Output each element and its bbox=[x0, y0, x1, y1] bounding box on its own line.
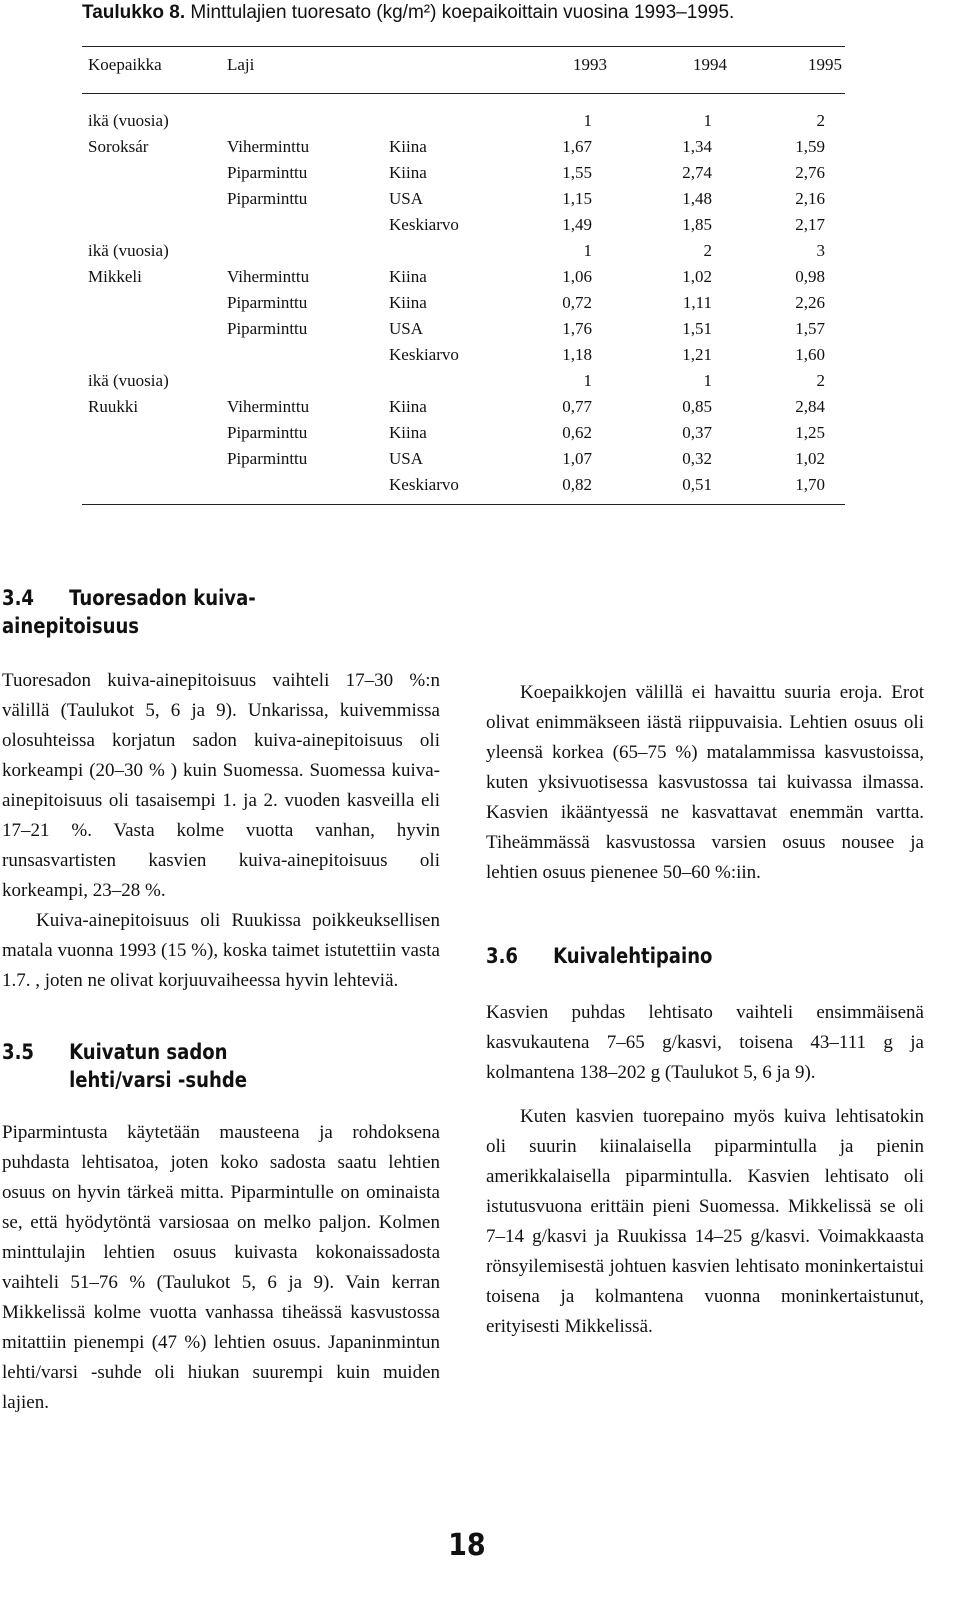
paragraph: Kuten kasvien tuorepaino myös kuiva lehtisatokin oli suurin kiinalaisella piparmintulla ja pienin amerikkalaisella piparmintulla. Kasvien lehtisato oli istutusvuona erittäin pieni Suomessa. Mikkelissä se oli 7–14 g/kasvi ja Ruukissa 14–25 g/kasvi. Voimakkaasta rönsyilemisestä johtuen kasvien lehtisato moninkertaistui toisena ja kolmantena vuonna moninkertaistunut, erityisesti Mikkelissä. bbox=[486, 1106, 924, 1337]
table-row-average bbox=[82, 212, 845, 238]
cell-1993: 1,49 bbox=[562, 215, 592, 234]
table-block-ruukki bbox=[82, 368, 845, 498]
cell-1995: 2,17 bbox=[795, 215, 825, 234]
section-title: Tuoresadon kuiva-ainepitoisuus bbox=[2, 586, 256, 638]
header-1994: 1994 bbox=[693, 55, 727, 74]
age-1993: 1 bbox=[583, 111, 592, 130]
cell-1993: 1,15 bbox=[562, 189, 592, 208]
cell-origin: USA bbox=[389, 319, 424, 338]
cell-1993: 1,18 bbox=[562, 345, 592, 364]
cell-origin: Kiina bbox=[389, 137, 427, 156]
section-heading-3-4 bbox=[2, 584, 379, 640]
age-label: ikä (vuosia) bbox=[88, 241, 169, 260]
cell-1993: 1,06 bbox=[562, 267, 592, 286]
age-1993: 1 bbox=[583, 241, 592, 260]
age-label: ikä (vuosia) bbox=[88, 371, 169, 390]
cell-1993: 1,07 bbox=[562, 449, 592, 468]
cell-origin: USA bbox=[389, 449, 424, 468]
section-number: 3.5 bbox=[2, 1040, 34, 1064]
age-1994: 1 bbox=[703, 111, 712, 130]
table-row bbox=[82, 264, 845, 290]
section-heading-3-6 bbox=[486, 942, 863, 970]
site-name: Mikkeli bbox=[88, 267, 142, 286]
cell-1994: 0,37 bbox=[682, 423, 712, 442]
cell-laji: Viherminttu bbox=[227, 267, 310, 286]
age-1994: 2 bbox=[703, 241, 712, 260]
section-title-line-2: lehti/varsi -suhde bbox=[69, 1068, 248, 1092]
cell-1993: 0,82 bbox=[562, 475, 592, 494]
table-row bbox=[82, 446, 845, 472]
cell-1995: 1,25 bbox=[795, 423, 825, 442]
cell-1993: 1,67 bbox=[562, 137, 592, 156]
header-1995: 1995 bbox=[808, 55, 842, 74]
paragraph-text: Piparmintusta käytetään mausteena ja rohdoksena puhdasta lehtisatoa, joten koko sadosta saatu lehtien osuus on hyvin tärkeä mitta. Piparmintulle on ominaista se, että hyödytöntä varsiosaa on melko paljon. Kolmen minttulajin lehtien osuus kuivasta kokonaissadosta vaihteli 51–76 % (Taulukot 5, 6 ja 9). Vain kerran Mikkelissä kolme vuotta vanhassa tiheässä kasvustossa mitattiin pienempi (47 %) lehtien osuus. Japaninmintun lehti/varsi -suhde oli hiukan suurempi kuin muiden lajien. bbox=[2, 1122, 440, 1413]
table-block-soroksar bbox=[82, 108, 845, 238]
cell-origin: USA bbox=[389, 189, 424, 208]
site-name: Soroksár bbox=[88, 137, 149, 156]
yield-table bbox=[82, 46, 845, 505]
cell-1994: 1,34 bbox=[682, 137, 712, 156]
cell-origin: Keskiarvo bbox=[389, 345, 459, 364]
cell-1993: 0,72 bbox=[562, 293, 592, 312]
cell-1995: 1,70 bbox=[795, 475, 825, 494]
cell-1994: 1,51 bbox=[682, 319, 712, 338]
paragraph-split bbox=[2, 1118, 440, 1418]
table-row-age bbox=[82, 238, 845, 264]
cell-1994: 1,11 bbox=[682, 293, 712, 312]
cell-laji: Piparminttu bbox=[227, 189, 308, 208]
table-bottom-rule bbox=[82, 504, 845, 505]
cell-1995: 1,60 bbox=[795, 345, 825, 364]
cell-1994: 1,21 bbox=[682, 345, 712, 364]
left-column bbox=[2, 560, 440, 1418]
cell-laji: Viherminttu bbox=[227, 397, 310, 416]
paragraph: Kuiva-ainepitoisuus oli Ruukissa poikkeuksellisen matala vuonna 1993 (15 %), koska taimet istutettiin vasta 1.7. , joten ne olivat korjuuvaiheessa hyvin lehteviä. bbox=[2, 910, 440, 991]
age-label: ikä (vuosia) bbox=[88, 111, 169, 130]
cell-1993: 1,76 bbox=[562, 319, 592, 338]
cell-1993: 0,62 bbox=[562, 423, 592, 442]
cell-laji: Piparminttu bbox=[227, 293, 308, 312]
cell-1995: 1,59 bbox=[795, 137, 825, 156]
cell-laji: Viherminttu bbox=[227, 137, 310, 156]
cell-1995: 2,84 bbox=[795, 397, 825, 416]
table-row bbox=[82, 290, 845, 316]
table-row bbox=[82, 186, 845, 212]
section-title: Kuivalehtipaino bbox=[553, 944, 713, 968]
section-heading-3-5 bbox=[2, 1038, 379, 1094]
cell-1995: 2,16 bbox=[795, 189, 825, 208]
caption-text: Minttulajien tuoresato (kg/m²) koepaikoittain vuosina 1993–1995. bbox=[185, 2, 735, 23]
paragraph: Koepaikkojen välillä ei havaittu suuria eroja. Erot olivat enimmäkseen iästä riippuvaisia. Lehtien osuus oli yleensä korkea (65–75 %) matalammissa kasvustoissa, kuten yksivuotisessa kasvustossa tai kuivassa ilmassa. Kasvien ikääntyessä ne kasvattavat enemmän vartta. Tiheämmässä kasvustossa varsien osuus nousee ja lehtien osuus pienenee 50–60 %:iin. bbox=[486, 682, 924, 883]
table-row-average bbox=[82, 472, 845, 498]
table-caption bbox=[82, 2, 734, 24]
cell-1995: 0,98 bbox=[795, 267, 825, 286]
header-koepaikka: Koepaikka bbox=[88, 55, 162, 74]
cell-origin: Kiina bbox=[389, 293, 427, 312]
table-block-mikkeli bbox=[82, 238, 845, 368]
cell-1994: 1,48 bbox=[682, 189, 712, 208]
table-header-row bbox=[82, 47, 845, 83]
cell-1994: 0,32 bbox=[682, 449, 712, 468]
cell-laji: Piparminttu bbox=[227, 163, 308, 182]
table-row bbox=[82, 394, 845, 420]
section-title-line-1: Kuivatun sadon bbox=[69, 1040, 228, 1064]
table-row bbox=[82, 134, 845, 160]
cell-origin: Keskiarvo bbox=[389, 215, 459, 234]
table-row bbox=[82, 160, 845, 186]
table-row-average bbox=[82, 342, 845, 368]
table-row-age bbox=[82, 108, 845, 134]
cell-1994: 0,85 bbox=[682, 397, 712, 416]
age-1995: 3 bbox=[816, 241, 825, 260]
cell-origin: Kiina bbox=[389, 397, 427, 416]
page-number: 18 bbox=[448, 1528, 486, 1563]
cell-1995: 1,57 bbox=[795, 319, 825, 338]
age-1993: 1 bbox=[583, 371, 592, 390]
cell-laji: Piparminttu bbox=[227, 449, 308, 468]
cell-laji: Piparminttu bbox=[227, 423, 308, 442]
cell-1995: 2,76 bbox=[795, 163, 825, 182]
cell-1993: 1,55 bbox=[562, 163, 592, 182]
table-row bbox=[82, 316, 845, 342]
cell-origin: Kiina bbox=[389, 163, 427, 182]
header-laji: Laji bbox=[227, 55, 255, 74]
header-1993: 1993 bbox=[573, 55, 607, 74]
cell-1993: 0,77 bbox=[562, 397, 592, 416]
cell-origin: Keskiarvo bbox=[389, 475, 459, 494]
cell-1994: 2,74 bbox=[682, 163, 712, 182]
cell-laji: Piparminttu bbox=[227, 319, 308, 338]
cell-origin: Kiina bbox=[389, 423, 427, 442]
age-1994: 1 bbox=[703, 371, 712, 390]
cell-1994: 1,02 bbox=[682, 267, 712, 286]
cell-1995: 1,02 bbox=[795, 449, 825, 468]
table-row-age bbox=[82, 368, 845, 394]
cell-origin: Kiina bbox=[389, 267, 427, 286]
cell-1995: 2,26 bbox=[795, 293, 825, 312]
paragraph: Tuoresadon kuiva-ainepitoisuus vaihteli 17–30 %:n välillä (Taulukot 5, 6 ja 9). Unkarissa, kuivemmissa olosuhteissa korjatun sadon kuiva-ainepitoisuus oli korkeampi (20–30 % ) kuin Suomessa. Suomessa kuiva-ainepitoisuus oli tasaisempi 1. ja 2. vuoden kasveilla eli 17–21 %. Vasta kolme vuotta vanhan, hyvin runsasvartisten kasvien kuiva-ainepitoisuus oli korkeampi, 23–28 %. bbox=[2, 670, 440, 901]
section-number: 3.4 bbox=[2, 586, 34, 610]
table-row bbox=[82, 420, 845, 446]
paragraph: Kasvien puhdas lehtisato vaihteli ensimmäisenä kasvukautena 7–65 g/kasvi, toisena 43–111 g ja kolmantena 138–202 g (Taulukot 5, 6 ja 9). bbox=[486, 1002, 924, 1083]
cell-1994: 1,85 bbox=[682, 215, 712, 234]
right-column bbox=[486, 570, 924, 1342]
age-1995: 2 bbox=[816, 111, 825, 130]
age-1995: 2 bbox=[816, 371, 825, 390]
cell-1994: 0,51 bbox=[682, 475, 712, 494]
site-name: Ruukki bbox=[88, 397, 139, 416]
section-number: 3.6 bbox=[486, 944, 518, 968]
caption-label: Taulukko 8. bbox=[82, 2, 186, 23]
paragraph-continuation bbox=[486, 570, 924, 930]
